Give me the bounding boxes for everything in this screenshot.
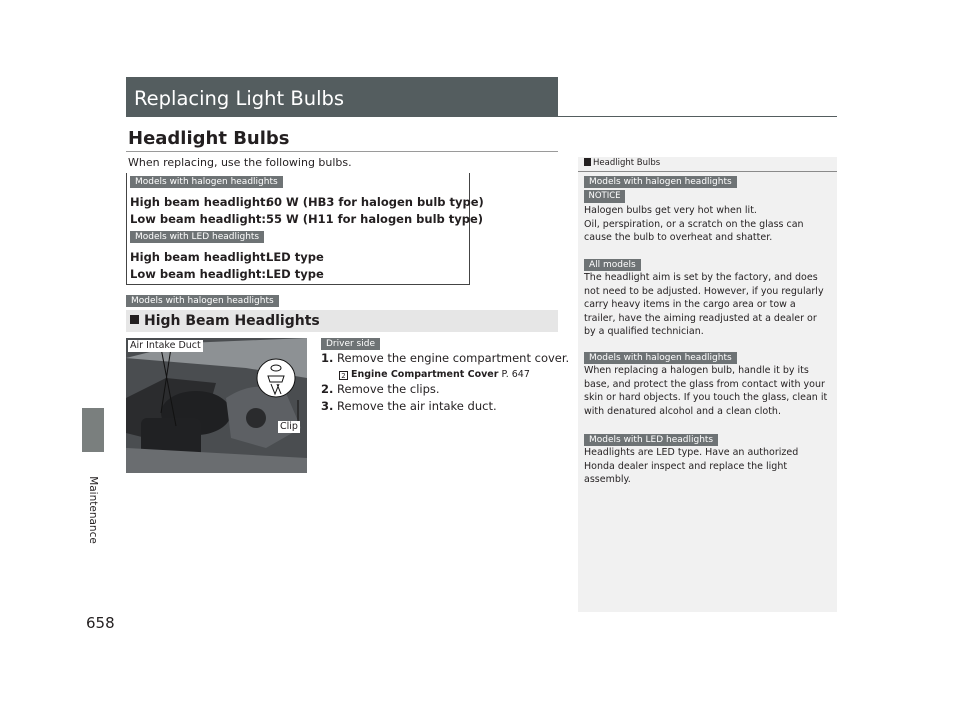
notes-halogen-badge: Models with halogen headlights <box>584 176 737 188</box>
clip-label: Clip <box>280 421 298 432</box>
high-beam-models-badge: Models with halogen headlights <box>126 295 279 307</box>
led-low-beam-row: Low beam headlight: LED type <box>130 267 324 281</box>
step-item: 1. Remove the engine compartment cover. <box>321 351 570 365</box>
section-divider <box>126 151 558 152</box>
led-high-beam-row: High beam headlight: LED type <box>130 250 324 264</box>
intro-text: When replacing, use the following bulbs. <box>128 156 352 169</box>
led-note: Headlights are LED type. Have an authorized Honda dealer inspect and replace the light assembly. <box>584 447 799 485</box>
led-models-badge: Models with LED headlights <box>130 231 264 243</box>
notes-divider <box>578 171 837 172</box>
engine-bay-illustration <box>126 338 307 473</box>
note-bookmark-icon <box>584 158 591 166</box>
step-item: 3. Remove the air intake duct. <box>321 399 497 413</box>
notes-halogen-badge-2: Models with halogen headlights <box>584 352 737 364</box>
high-beam-heading: High Beam Headlights <box>126 310 558 332</box>
reference-arrow-icon: 2 <box>339 371 348 380</box>
section-tab-marker <box>82 408 104 452</box>
heading-square-icon <box>130 315 139 324</box>
notice-label: NOTICE <box>584 190 625 203</box>
side-section-label: Maintenance <box>87 476 99 544</box>
step-item: 2. Remove the clips. <box>321 382 440 396</box>
driver-side-badge: Driver side <box>321 338 380 350</box>
notes-led-badge: Models with LED headlights <box>584 434 718 446</box>
notes-heading: Headlight Bulbs <box>584 158 660 168</box>
title-divider <box>126 116 837 117</box>
page-title: Replacing Light Bulbs <box>126 77 558 116</box>
halogen-high-beam-row: High beam headlight: 60 W (HB3 for halogen bulb type) <box>130 195 484 209</box>
halogen-low-beam-row: Low beam headlight: 55 W (H11 for halogen bulb type) <box>130 212 484 226</box>
cross-reference[interactable]: 2 Engine Compartment Cover P. 647 <box>339 369 530 380</box>
halogen-heat-note: Halogen bulbs get very hot when lit. Oil, perspiration, or a scratch on the glass can cause the bulb to overheat and shatter. <box>584 205 804 243</box>
engine-bay-photo <box>126 338 307 473</box>
air-intake-duct-label: Air Intake Duct <box>130 340 201 351</box>
headlight-aim-note: The headlight aim is set by the factory, and does not need to be adjusted. However, if you regularly carry heavy items in the cargo area or tow a trailer, have the aiming readjusted at a dealer or by a qualified technician. <box>584 272 824 337</box>
page-number: 658 <box>86 614 115 632</box>
section-heading: Headlight Bulbs <box>128 128 290 149</box>
notes-all-models-badge: All models <box>584 259 641 271</box>
halogen-handling-note: When replacing a halogen bulb, handle it by its base, and protect the glass from contact with your skin or hard objects. If you touch the glass, clean it with denatured alcohol and a clean cloth. <box>584 365 828 417</box>
halogen-models-badge: Models with halogen headlights <box>130 176 283 188</box>
